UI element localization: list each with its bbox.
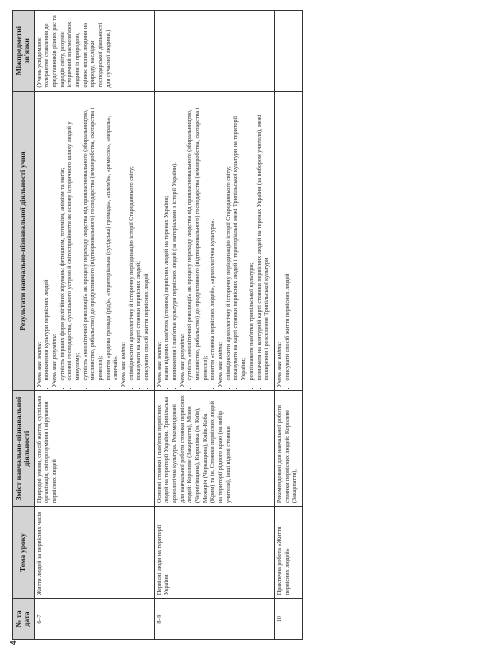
results-list-item: • описувати спосіб життя первісних людей — [144, 95, 152, 381]
results-list-item: • співвідносити археологічну й історичну періодизацію історії Стародавнього світу; — [129, 95, 137, 381]
cell-content: Рекомендовані для навчальної роботи стоянки первісних людей: Королеве (Закарпаття), — [274, 391, 302, 507]
table-header-row — [13, 11, 35, 640]
page-number: 4 — [9, 640, 18, 645]
cell-interdisciplinary-links — [154, 11, 274, 92]
cell-topic: Практична робота «Життя первісних людей» — [274, 506, 302, 598]
results-list — [226, 95, 272, 388]
cell-results — [34, 91, 154, 391]
cell-no-date: 8–9 — [154, 599, 274, 640]
cell-content: Основні стоянки і пам'ятки первісних людей на території України. Трипільська археологічна культура. Рекомендовані для навчальної роботи стоянки первісних людей: Королеве (Закарпаття), Мізин (Чернігівщина), Кирилівка (м. Київ), Межиріч (Черкащина), Кийк-Коба (Крим) та ін. Стоянки первісних людей на території рідного краю (на вибір учителя), інші відомі стоянки — [154, 391, 274, 507]
results-list — [164, 95, 179, 388]
results-list-item: • поняття «стоянка первісних людей», «археологічна культура». — [210, 95, 218, 381]
table-row — [154, 11, 274, 640]
header-topic: Тема уроку — [13, 506, 35, 598]
results-list-item: • виникнення культури первісних людей — [44, 95, 52, 381]
cell-topic: Життя людей за первісних часів — [34, 506, 154, 598]
results-list-item: • сутність «неолітичної революції» як процесу переходу людства від привласнювального (збиральництво, мисливство, рибальство) до продуктивного (відтворювального) господарства (землеробства, скотарства і ремесел); — [83, 95, 106, 381]
table-body — [34, 11, 302, 640]
results-list — [187, 95, 218, 388]
results-subheading: Учень має вміти: — [121, 341, 128, 388]
results-subheading: Учень має знати: — [36, 341, 43, 388]
results-subheading: Учень має знати: — [156, 341, 163, 388]
cell-content: Природні умови, спосіб життя, суспільна організація, світорозуміння і вірування первісних людей — [34, 391, 154, 507]
header-content: Зміст навчально-пізнавальної діяльності — [13, 391, 35, 507]
results-list-item: • назви відомих пам'яток (стоянок) первісних людей на теренах України; — [164, 95, 172, 381]
cell-no-date: 6–7 — [34, 599, 154, 640]
header-no-date: № та дата — [13, 599, 35, 640]
curriculum-table — [12, 10, 303, 640]
table-row — [274, 11, 302, 640]
results-list — [285, 95, 293, 388]
cell-interdisciplinary-links: (Учень усвідомлює толерантне ставлення до представників різних рас та народів світу, розуміє історичний взаємозв'язок людини із природою, оцінює вплив людини на природу, наслідки господарської діяльності для сучасної людини.) — [34, 11, 154, 92]
cell-results — [154, 91, 274, 391]
table-row — [34, 11, 154, 640]
results-subheading: Учень має розуміти: — [52, 333, 59, 388]
results-subheading: Учень має розуміти: — [179, 333, 186, 388]
results-list-item: • основні господарства, суспільного устрою й світосприйняття як основу історичного шляху людей у минулому; — [67, 95, 82, 381]
results-list — [44, 95, 52, 388]
results-list-item: • позначати на контурній карті стоянки первісних людей на теренах України (за вибором учителя), межі поширення і розселення Трипільської культури — [257, 95, 272, 381]
results-list-item: • описувати спосіб життя первісних людей — [285, 95, 293, 381]
results-list-item: • поняття «родова громада (рід)», «територіальна (сусідська) громада», «плем'я», «ремесло», «мораль», «звичай». — [106, 95, 121, 381]
results-subheading: Учень має вміти: — [218, 341, 225, 388]
results-list — [60, 95, 121, 388]
header-results: Результати навчально-пізнавальної діяльності учня — [13, 91, 35, 391]
cell-topic: Первісні люди на території України — [154, 506, 274, 598]
results-list-item: • показувати на карті стоянки первісних людей; — [136, 95, 144, 381]
results-list-item: • виникнення і пам'ятки культури первісних людей (за матеріалами з історії України). — [172, 95, 180, 381]
results-list-item: • сутність перших форм релігійних вірувань: фетишизм, тотемізм, анімізм та магія; — [60, 95, 68, 381]
results-list-item: • показувати на карті стоянки первісних людей і територіальні межі Трипільської культури на території України; — [233, 95, 248, 381]
header-interdisciplinary-links: Міжпредметні зв'язки — [13, 11, 35, 92]
results-list-item: • сутність «неолітичної революції» як процесу переходу людства від привласнювального (збиральництво, мисливство, рибальство) до продуктивного (відтворювального) господарства (землеробства, скотарства і ремесел); — [187, 95, 210, 381]
cell-results — [274, 91, 302, 391]
results-list-item: • розпізнавати пам'ятки трипільської культури; — [249, 95, 257, 381]
results-list — [129, 95, 152, 388]
cell-interdisciplinary-links — [274, 11, 302, 92]
results-list-item: • співвідносити археологічну й історичну періодизацію історії Стародавнього світу; — [226, 95, 234, 381]
results-subheading: Учень має вміти: — [276, 341, 283, 388]
cell-no-date: 10 — [274, 599, 302, 640]
